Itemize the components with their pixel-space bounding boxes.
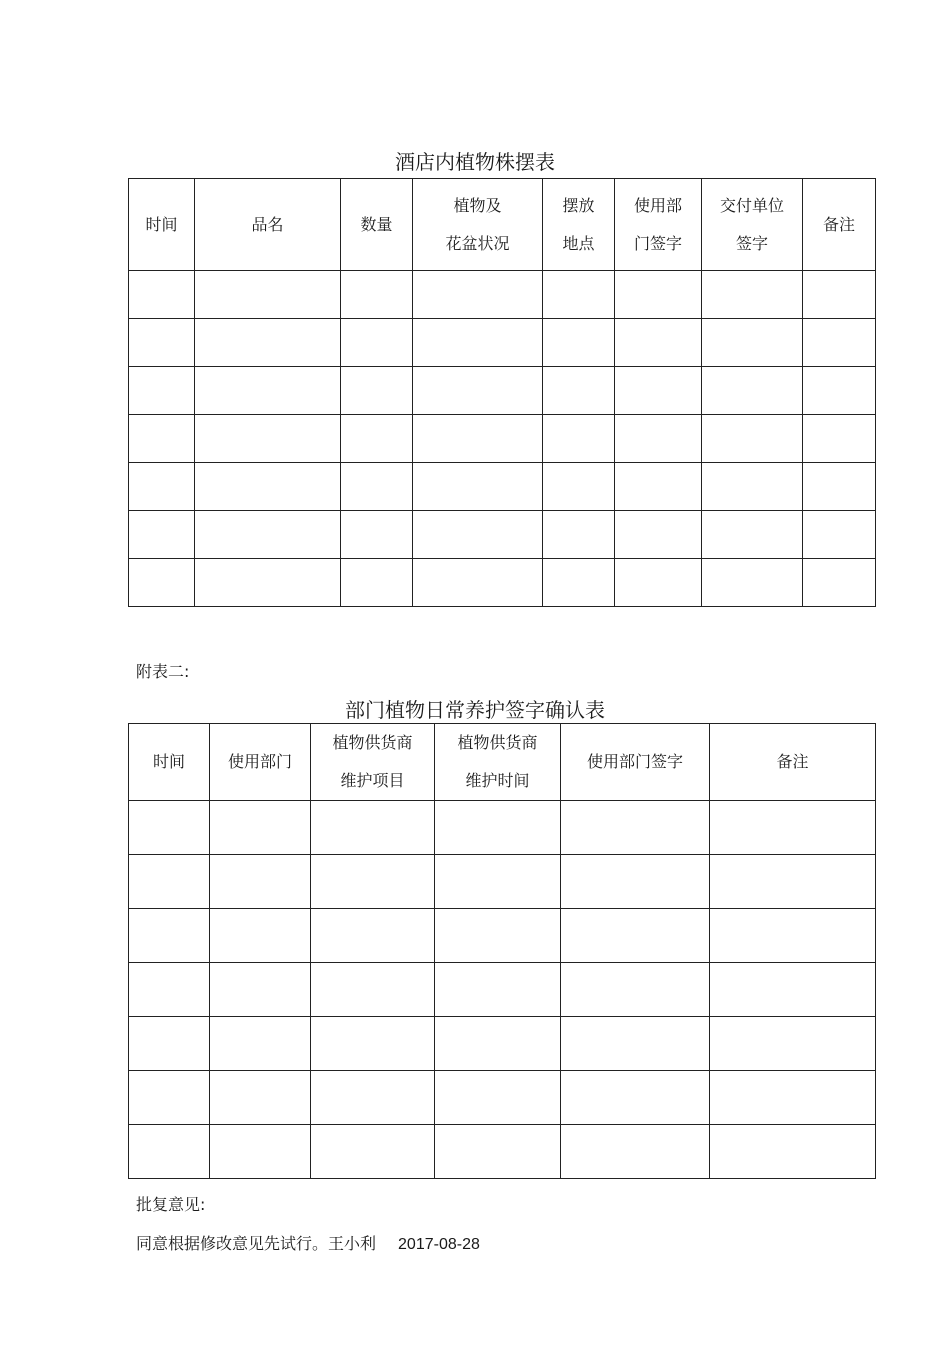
- header-line: 时间: [145, 214, 178, 234]
- blank-cell[interactable]: [702, 463, 803, 511]
- appendix-label: 附表二:: [136, 662, 190, 681]
- blank-cell[interactable]: [210, 963, 311, 1017]
- blank-cell[interactable]: [543, 415, 615, 463]
- blank-cell[interactable]: [615, 559, 702, 607]
- blank-cell[interactable]: [710, 801, 876, 855]
- blank-cell[interactable]: [129, 463, 195, 511]
- blank-cell[interactable]: [341, 319, 413, 367]
- blank-cell[interactable]: [341, 271, 413, 319]
- blank-cell[interactable]: [702, 367, 803, 415]
- blank-cell[interactable]: [311, 909, 435, 963]
- blank-cell[interactable]: [615, 511, 702, 559]
- table-row: [129, 559, 876, 607]
- table-row: [129, 511, 876, 559]
- blank-cell[interactable]: [129, 415, 195, 463]
- header-line: 使用部门签字: [586, 752, 683, 771]
- blank-cell[interactable]: [615, 415, 702, 463]
- table1-title: 酒店内植物株摆表: [395, 150, 555, 174]
- table-row: [129, 1125, 876, 1179]
- blank-cell[interactable]: [435, 801, 561, 855]
- blank-cell[interactable]: [435, 855, 561, 909]
- blank-cell[interactable]: [803, 367, 876, 415]
- blank-cell[interactable]: [195, 463, 341, 511]
- blank-cell[interactable]: [129, 1125, 210, 1179]
- blank-cell[interactable]: [615, 319, 702, 367]
- blank-cell[interactable]: [803, 271, 876, 319]
- blank-cell[interactable]: [129, 963, 210, 1017]
- header-cell: [129, 179, 195, 271]
- header-line: 品名: [251, 214, 284, 234]
- plant-placement-table: [128, 178, 876, 607]
- blank-cell[interactable]: [129, 367, 195, 415]
- blank-cell[interactable]: [413, 559, 543, 607]
- blank-cell[interactable]: [129, 1017, 210, 1071]
- blank-cell[interactable]: [413, 463, 543, 511]
- blank-cell[interactable]: [129, 271, 195, 319]
- blank-cell[interactable]: [561, 855, 710, 909]
- blank-cell[interactable]: [543, 271, 615, 319]
- table-row: [129, 463, 876, 511]
- header-cell: [543, 179, 615, 271]
- header-cell: [311, 724, 435, 801]
- blank-cell[interactable]: [413, 319, 543, 367]
- header-line: 使用部: [633, 195, 682, 215]
- header-line: 签字: [735, 233, 768, 253]
- blank-cell[interactable]: [413, 271, 543, 319]
- blank-cell[interactable]: [702, 319, 803, 367]
- blank-cell[interactable]: [210, 855, 311, 909]
- blank-cell[interactable]: [210, 801, 311, 855]
- blank-cell[interactable]: [702, 271, 803, 319]
- table-row: [129, 415, 876, 463]
- table-row: [129, 963, 876, 1017]
- blank-cell[interactable]: [413, 415, 543, 463]
- header-line: 植物供货商: [457, 733, 538, 752]
- table-row: [129, 319, 876, 367]
- blank-cell[interactable]: [543, 559, 615, 607]
- header-cell: [129, 724, 210, 801]
- blank-cell[interactable]: [341, 463, 413, 511]
- blank-cell[interactable]: [129, 319, 195, 367]
- daily-maintenance-table: [128, 723, 876, 1179]
- approval-comment: [136, 1231, 480, 1254]
- blank-cell[interactable]: [561, 963, 710, 1017]
- blank-cell[interactable]: [803, 511, 876, 559]
- blank-cell[interactable]: [341, 415, 413, 463]
- header-line: 维护项目: [340, 771, 405, 790]
- blank-cell[interactable]: [129, 1071, 210, 1125]
- header-cell: [210, 724, 311, 801]
- blank-cell[interactable]: [561, 1071, 710, 1125]
- blank-cell[interactable]: [803, 319, 876, 367]
- blank-cell[interactable]: [210, 909, 311, 963]
- header-line: 使用部门: [227, 752, 292, 771]
- blank-cell[interactable]: [710, 1125, 876, 1179]
- header-line: 植物供货商: [332, 733, 413, 752]
- header-cell: [702, 179, 803, 271]
- header-cell: [195, 179, 341, 271]
- header-line: 门签字: [633, 233, 682, 253]
- header-line: 交付单位: [719, 195, 784, 215]
- blank-cell[interactable]: [195, 271, 341, 319]
- header-line: 备注: [822, 214, 855, 234]
- blank-cell[interactable]: [195, 415, 341, 463]
- header-line: 维护时间: [465, 771, 530, 790]
- blank-cell[interactable]: [543, 367, 615, 415]
- approval-text: 同意根据修改意见先试行。王小利: [136, 1234, 377, 1253]
- blank-cell[interactable]: [543, 319, 615, 367]
- blank-cell[interactable]: [710, 855, 876, 909]
- blank-cell[interactable]: [311, 1125, 435, 1179]
- blank-cell[interactable]: [341, 367, 413, 415]
- table-row: [129, 271, 876, 319]
- table-row: [129, 367, 876, 415]
- blank-cell[interactable]: [413, 367, 543, 415]
- blank-cell[interactable]: [195, 511, 341, 559]
- blank-cell[interactable]: [129, 801, 210, 855]
- blank-cell[interactable]: [129, 855, 210, 909]
- blank-cell[interactable]: [543, 463, 615, 511]
- blank-cell[interactable]: [129, 511, 195, 559]
- header-line: 数量: [360, 214, 393, 234]
- blank-cell[interactable]: [702, 511, 803, 559]
- blank-cell[interactable]: [615, 463, 702, 511]
- header-cell: [341, 179, 413, 271]
- header-cell: [615, 179, 702, 271]
- blank-cell[interactable]: [615, 367, 702, 415]
- blank-cell[interactable]: [435, 1125, 561, 1179]
- blank-cell[interactable]: [341, 511, 413, 559]
- header-line: 植物及: [453, 195, 502, 215]
- table-row: [129, 909, 876, 963]
- blank-cell[interactable]: [413, 511, 543, 559]
- blank-cell[interactable]: [615, 271, 702, 319]
- blank-cell[interactable]: [803, 559, 876, 607]
- table-row: [129, 855, 876, 909]
- blank-cell[interactable]: [210, 1017, 311, 1071]
- header-cell: [413, 179, 543, 271]
- blank-cell[interactable]: [435, 963, 561, 1017]
- blank-cell[interactable]: [561, 1125, 710, 1179]
- blank-cell[interactable]: [195, 319, 341, 367]
- header-line: 花盆状况: [445, 233, 510, 253]
- header-line: 地点: [562, 233, 595, 253]
- blank-cell[interactable]: [195, 367, 341, 415]
- approval-label: 批复意见:: [136, 1195, 206, 1214]
- approval-date: 2017-08-28: [398, 1236, 480, 1253]
- blank-cell[interactable]: [195, 559, 341, 607]
- blank-cell[interactable]: [435, 909, 561, 963]
- blank-cell[interactable]: [561, 909, 710, 963]
- blank-cell[interactable]: [710, 963, 876, 1017]
- table-row: [129, 801, 876, 855]
- blank-cell[interactable]: [341, 559, 413, 607]
- blank-cell[interactable]: [561, 801, 710, 855]
- header-cell: [435, 724, 561, 801]
- blank-cell[interactable]: [435, 1071, 561, 1125]
- table-row: [129, 1017, 876, 1071]
- blank-cell[interactable]: [210, 1125, 311, 1179]
- blank-cell[interactable]: [210, 1071, 311, 1125]
- header-cell: [803, 179, 876, 271]
- blank-cell[interactable]: [129, 559, 195, 607]
- blank-cell[interactable]: [710, 1071, 876, 1125]
- header-line: 备注: [776, 752, 809, 771]
- blank-cell[interactable]: [311, 1017, 435, 1071]
- blank-cell[interactable]: [435, 1017, 561, 1071]
- blank-cell[interactable]: [311, 855, 435, 909]
- table2-title: 部门植物日常养护签字确认表: [345, 698, 605, 722]
- blank-cell[interactable]: [311, 801, 435, 855]
- header-cell: [710, 724, 876, 801]
- table-row: [129, 1071, 876, 1125]
- blank-cell[interactable]: [543, 511, 615, 559]
- header-line: 时间: [152, 752, 185, 771]
- blank-cell[interactable]: [803, 463, 876, 511]
- blank-cell[interactable]: [710, 909, 876, 963]
- header-line: 摆放: [562, 195, 595, 215]
- blank-cell[interactable]: [129, 909, 210, 963]
- blank-cell[interactable]: [710, 1017, 876, 1071]
- blank-cell[interactable]: [702, 415, 803, 463]
- blank-cell[interactable]: [311, 963, 435, 1017]
- blank-cell[interactable]: [702, 559, 803, 607]
- blank-cell[interactable]: [561, 1017, 710, 1071]
- blank-cell[interactable]: [311, 1071, 435, 1125]
- header-cell: [561, 724, 710, 801]
- blank-cell[interactable]: [803, 415, 876, 463]
